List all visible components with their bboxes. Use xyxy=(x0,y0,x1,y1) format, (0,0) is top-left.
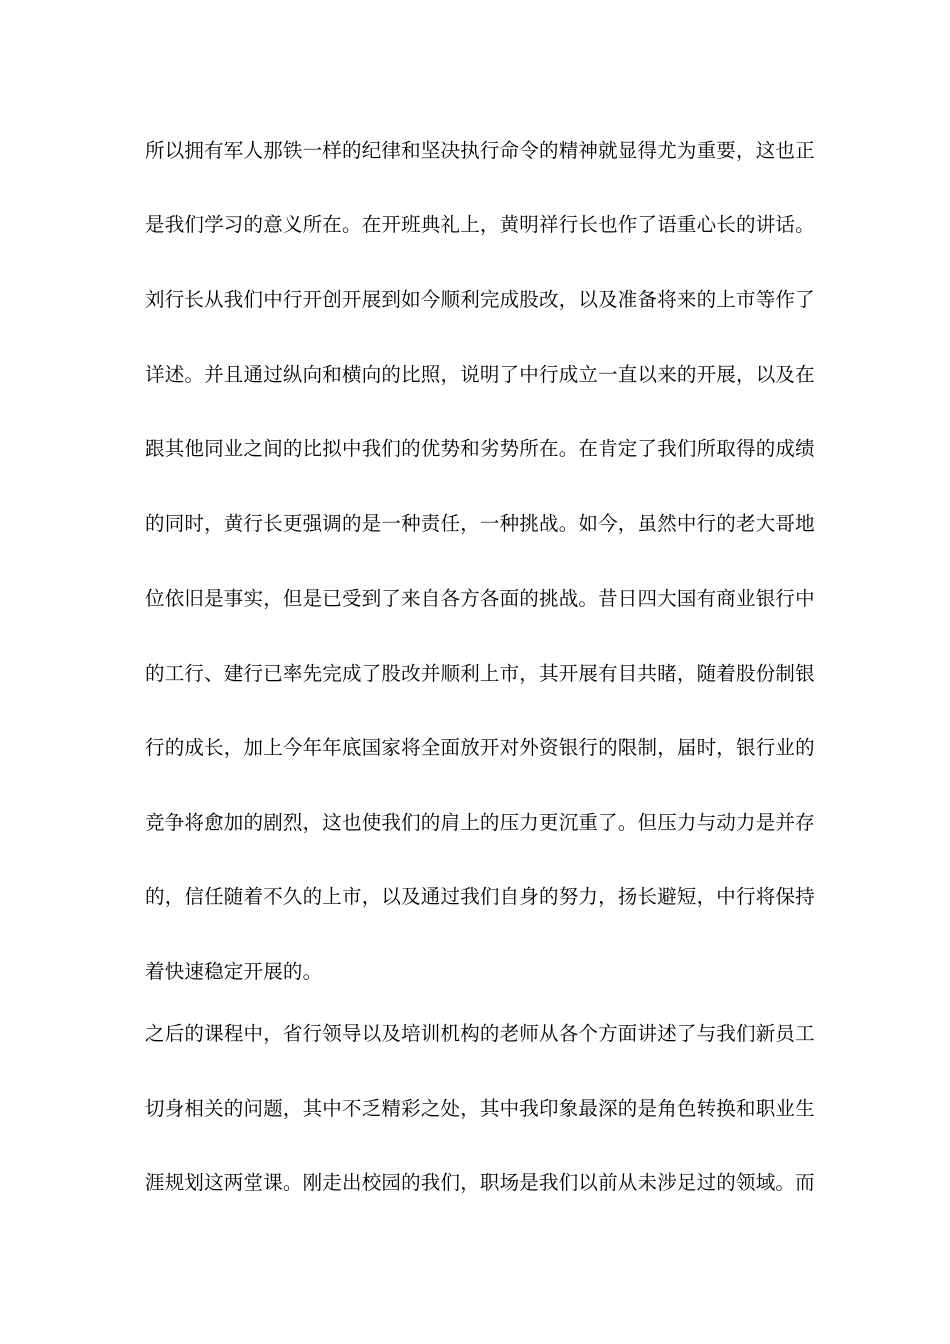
text-line: 详述。并且通过纵向和横向的比照，说明了中行成立一直以来的开展，以及在 xyxy=(145,363,815,386)
text-line: 竞争将愈加的剧烈，这也使我们的肩上的压力更沉重了。但压力与动力是并存 xyxy=(145,811,815,834)
text-line: 刘行长从我们中行开创开展到如今顺利完成股改，以及准备将来的上市等作了 xyxy=(145,288,815,311)
text-line: 涯规划这两堂课。刚走出校园的我们，职场是我们以前从未涉足过的领域。而 xyxy=(145,1171,815,1194)
text-line: 之后的课程中，省行领导以及培训机构的老师从各个方面讲述了与我们新员工 xyxy=(145,1022,815,1045)
text-line: 的，信任随着不久的上市，以及通过我们自身的努力，扬长避短，中行将保持 xyxy=(145,885,815,908)
text-line: 着快速稳定开展的。 xyxy=(145,960,323,983)
text-line: 切身相关的问题，其中不乏精彩之处，其中我印象最深的是角色转换和职业生 xyxy=(145,1097,815,1120)
text-line: 的同时，黄行长更强调的是一种责任，一种挑战。如今，虽然中行的老大哥地 xyxy=(145,512,815,535)
text-line: 行的成长，加上今年年底国家将全面放开对外资银行的限制，届时，银行业的 xyxy=(145,736,815,759)
text-line: 跟其他同业之间的比拟中我们的优势和劣势所在。在肯定了我们所取得的成绩 xyxy=(145,437,815,460)
text-line: 是我们学习的意义所在。在开班典礼上，黄明祥行长也作了语重心长的讲话。 xyxy=(145,213,815,236)
text-line: 所以拥有军人那铁一样的纪律和坚决执行命令的精神就显得尤为重要，这也正 xyxy=(145,139,815,162)
text-line: 的工行、建行已率先完成了股改并顺利上市，其开展有目共睹，随着股份制银 xyxy=(145,662,815,685)
text-line: 位依旧是事实，但是已受到了来自各方各面的挑战。昔日四大国有商业银行中 xyxy=(145,587,815,610)
